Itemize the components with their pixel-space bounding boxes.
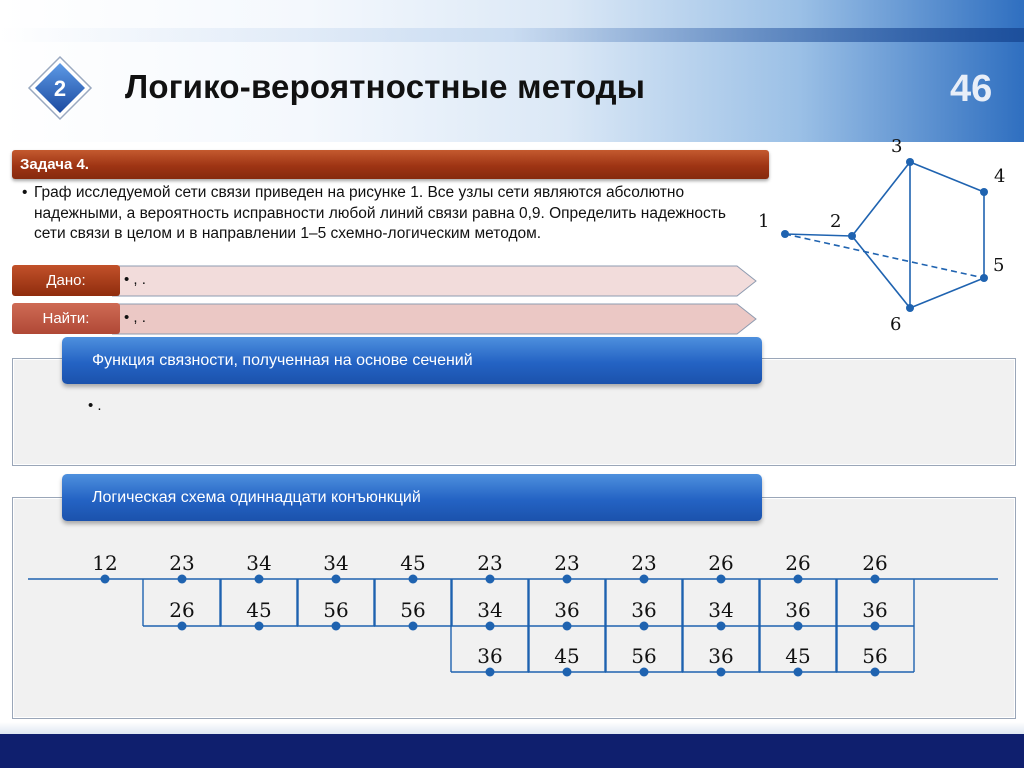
conj-4-element-1-dot (332, 575, 341, 584)
conj-1-element-1-label: 12 (92, 551, 118, 575)
edge-5-6 (910, 278, 984, 308)
conj-11-element-1-label: 26 (862, 551, 888, 575)
graph-node-4 (980, 188, 988, 196)
conj-6-element-3-dot (486, 668, 495, 677)
conj-4-element-2-label: 56 (323, 598, 349, 622)
connectivity-heading-bar (62, 337, 762, 384)
section-number-badge (27, 55, 93, 121)
logic-scheme-heading-bar (62, 474, 762, 521)
given-arrow (112, 264, 757, 298)
section-number: 2 (53, 76, 67, 101)
conj-8-element-3-dot (640, 668, 649, 677)
edge-1-5-dashed (785, 234, 984, 278)
conj-11-element-2-dot (871, 622, 880, 631)
connectivity-content: • . (88, 397, 102, 414)
conj-10-element-3-label: 45 (785, 644, 811, 668)
conj-11-element-3-label: 56 (862, 644, 888, 668)
conj-4-element-2-dot (332, 622, 341, 631)
conj-6-element-2-dot (486, 622, 495, 631)
logic-scheme-heading: Логическая схема одиннадцати конъюнкций (92, 489, 421, 506)
conj-7-element-2-label: 36 (554, 598, 580, 622)
conj-11-element-1-dot (871, 575, 880, 584)
conj-6-element-1-dot (486, 575, 495, 584)
conj-9-element-3-label: 36 (708, 644, 734, 668)
given-content: • , . (124, 271, 146, 288)
graph-label-5: 5 (993, 255, 1005, 276)
graph-label-1: 1 (758, 211, 770, 232)
footer-bar (0, 734, 1024, 768)
graph-node-5 (980, 274, 988, 282)
conj-2-element-2-dot (178, 622, 187, 631)
graph-label-6: 6 (890, 314, 902, 335)
graph-node-3 (906, 158, 914, 166)
conj-10-element-2-dot (794, 622, 803, 631)
connectivity-heading: Функция связности, полученная на основе сечений (92, 352, 473, 369)
header-shine (0, 28, 1024, 42)
task-heading: Задача 4. (20, 156, 89, 173)
network-graph (750, 130, 1024, 340)
task-heading-bar (12, 150, 769, 179)
conj-11-element-2-label: 36 (862, 598, 888, 622)
given-row (12, 264, 757, 298)
edge-2-3 (852, 162, 910, 236)
graph-label-2: 2 (830, 211, 842, 232)
conj-8-element-2-label: 36 (631, 598, 657, 622)
conj-7-element-1-label: 23 (554, 551, 580, 575)
graph-label-3: 3 (891, 136, 903, 157)
task-text: Граф исследуемой сети связи приведен на рисунке 1. Все узлы сети являются абсолютно надежными, а вероятность исправности любой линий связи равна 0,9. Определить надежность сети связи в целом и в направлении 1–5 схемно-логическим методом. (34, 184, 726, 242)
task-description (22, 183, 759, 245)
page-title: Логико-вероятностные методы (125, 68, 646, 105)
conj-4-element-1-label: 34 (323, 551, 349, 575)
find-arrow (112, 302, 757, 336)
conj-10-element-1-dot (794, 575, 803, 584)
conj-8-element-2-dot (640, 622, 649, 631)
conj-2-element-1-label: 23 (169, 551, 195, 575)
slide-number: 46 (950, 68, 993, 110)
graph-node-2 (848, 232, 856, 240)
graph-label-4: 4 (994, 166, 1006, 187)
logic-scheme-diagram (0, 540, 1024, 700)
conj-3-element-2-label: 45 (246, 598, 272, 622)
conj-1-element-1-dot (101, 575, 110, 584)
conj-2-element-2-label: 26 (169, 598, 195, 622)
conj-8-element-1-label: 23 (631, 551, 657, 575)
conj-9-element-2-label: 34 (708, 598, 734, 622)
conj-8-element-1-dot (640, 575, 649, 584)
conj-9-element-3-dot (717, 668, 726, 677)
conj-7-element-3-label: 45 (554, 644, 580, 668)
conj-3-element-1-dot (255, 575, 264, 584)
conj-5-element-1-dot (409, 575, 418, 584)
conj-7-element-2-dot (563, 622, 572, 631)
conj-10-element-3-dot (794, 668, 803, 677)
conj-3-element-1-label: 34 (246, 551, 272, 575)
conj-3-element-2-dot (255, 622, 264, 631)
find-row (12, 302, 757, 336)
conj-6-element-3-label: 36 (477, 644, 503, 668)
conj-7-element-3-dot (563, 668, 572, 677)
find-label: Найти: (12, 303, 120, 334)
conj-9-element-1-dot (717, 575, 726, 584)
conj-5-element-1-label: 45 (400, 551, 426, 575)
graph-node-1 (781, 230, 789, 238)
find-content: • , . (124, 309, 146, 326)
given-label: Дано: (12, 265, 120, 296)
conj-6-element-1-label: 23 (477, 551, 503, 575)
conj-5-element-2-dot (409, 622, 418, 631)
conj-11-element-3-dot (871, 668, 880, 677)
conj-7-element-1-dot (563, 575, 572, 584)
conj-9-element-2-dot (717, 622, 726, 631)
edge-2-6 (852, 236, 910, 308)
edge-3-4 (910, 162, 984, 192)
conj-10-element-2-label: 36 (785, 598, 811, 622)
conj-5-element-2-label: 56 (400, 598, 426, 622)
task-bullet: • (22, 184, 28, 201)
conj-10-element-1-label: 26 (785, 551, 811, 575)
footer-line (0, 722, 1024, 734)
conj-8-element-3-label: 56 (631, 644, 657, 668)
conj-9-element-1-label: 26 (708, 551, 734, 575)
conj-6-element-2-label: 34 (477, 598, 503, 622)
conj-2-element-1-dot (178, 575, 187, 584)
graph-node-6 (906, 304, 914, 312)
